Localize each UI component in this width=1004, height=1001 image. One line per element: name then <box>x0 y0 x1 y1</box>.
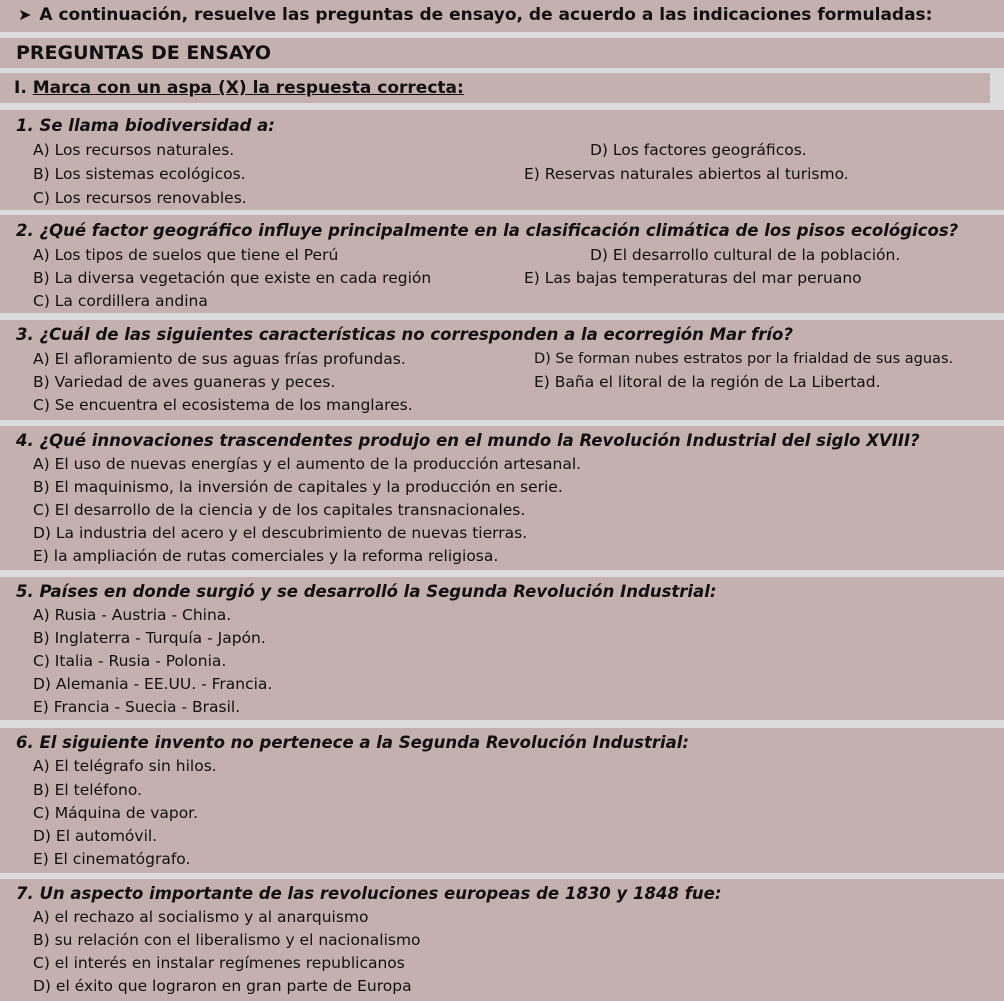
option-1d[interactable]: D) Los factores geográficos. <box>590 141 807 159</box>
option-5a[interactable]: A) Rusia - Austria - China. <box>33 606 232 624</box>
question-3-title: 3. ¿Cuál de las siguientes características no corresponden a la ecorregión Mar frío? <box>16 325 793 344</box>
intro-line: ➤ A continuación, resuelve las preguntas de ensayo, de acuerdo a las indicaciones formuladas: <box>18 5 933 25</box>
question-1-title: 1. Se llama biodiversidad a: <box>16 116 275 135</box>
option-5e[interactable]: E) Francia - Suecia - Brasil. <box>33 698 241 716</box>
section-title: PREGUNTAS DE ENSAYO <box>16 42 271 64</box>
option-6e[interactable]: E) El cinematógrafo. <box>33 850 191 868</box>
option-3c[interactable]: C) Se encuentra el ecosistema de los manglares. <box>33 396 413 414</box>
option-3a[interactable]: A) El afloramiento de sus aguas frías profundas. <box>33 350 406 368</box>
option-1c[interactable]: C) Los recursos renovables. <box>33 189 247 207</box>
option-3e[interactable]: E) Baña el litoral de la región de La Libertad. <box>534 373 881 391</box>
option-2c[interactable]: C) La cordillera andina <box>33 292 208 310</box>
option-7b[interactable]: B) su relación con el liberalismo y el nacionalismo <box>33 931 421 949</box>
option-2e[interactable]: E) Las bajas temperaturas del mar peruano <box>524 269 862 287</box>
option-5b[interactable]: B) Inglaterra - Turquía - Japón. <box>33 629 266 647</box>
question-7-title: 7. Un aspecto importante de las revoluciones europeas de 1830 y 1848 fue: <box>16 884 722 903</box>
question-4-title: 4. ¿Qué innovaciones trascendentes produjo en el mundo la Revolución Industrial del siglo XVIII? <box>16 431 920 450</box>
option-3b[interactable]: B) Variedad de aves guaneras y peces. <box>33 373 336 391</box>
option-2d[interactable]: D) El desarrollo cultural de la población. <box>590 246 901 264</box>
option-6c[interactable]: C) Máquina de vapor. <box>33 804 199 822</box>
option-7d[interactable]: D) el éxito que lograron en gran parte de Europa <box>33 977 412 995</box>
instruction: I. Marca con un aspa (X) la respuesta correcta: <box>14 78 464 98</box>
option-1e[interactable]: E) Reservas naturales abiertos al turismo. <box>524 165 849 183</box>
option-6a[interactable]: A) El telégrafo sin hilos. <box>33 757 217 775</box>
option-4d[interactable]: D) La industria del acero y el descubrimiento de nuevas tierras. <box>33 524 528 542</box>
question-6-title: 6. El siguiente invento no pertenece a la Segunda Revolución Industrial: <box>16 733 690 752</box>
option-1b[interactable]: B) Los sistemas ecológicos. <box>33 165 246 183</box>
question-2-title: 2. ¿Qué factor geográfico influye principalmente en la clasificación climática de los pisos ecológicos? <box>16 221 959 240</box>
option-5d[interactable]: D) Alemania - EE.UU. - Francia. <box>33 675 273 693</box>
option-4b[interactable]: B) El maquinismo, la inversión de capitales y la producción en serie. <box>33 478 563 496</box>
option-4e[interactable]: E) la ampliación de rutas comerciales y la reforma religiosa. <box>33 547 499 565</box>
option-2b[interactable]: B) La diversa vegetación que existe en cada región <box>33 269 432 287</box>
option-7c[interactable]: C) el interés en instalar regímenes republicanos <box>33 954 405 972</box>
option-4c[interactable]: C) El desarrollo de la ciencia y de los capitales transnacionales. <box>33 501 526 519</box>
option-6b[interactable]: B) El teléfono. <box>33 781 142 799</box>
question-5-title: 5. Países en donde surgió y se desarrolló la Segunda Revolución Industrial: <box>16 582 717 601</box>
option-7a[interactable]: A) el rechazo al socialismo y al anarquismo <box>33 908 369 926</box>
option-5c[interactable]: C) Italia - Rusia - Polonia. <box>33 652 227 670</box>
option-6d[interactable]: D) El automóvil. <box>33 827 158 845</box>
option-1a[interactable]: A) Los recursos naturales. <box>33 141 235 159</box>
option-2a[interactable]: A) Los tipos de suelos que tiene el Perú <box>33 246 339 264</box>
option-4a[interactable]: A) El uso de nuevas energías y el aumento de la producción artesanal. <box>33 455 582 473</box>
arrow-bullet-icon: ➤ <box>18 5 32 24</box>
option-3d[interactable]: D) Se forman nubes estratos por la frialdad de sus aguas. <box>534 351 954 367</box>
